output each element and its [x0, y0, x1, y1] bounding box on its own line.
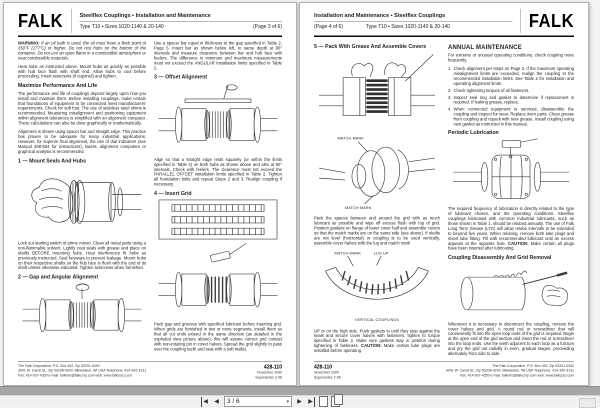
page3-title: Steelflex Couplings ▪ Installation and Maintenance — [80, 13, 282, 22]
para-heat-hubs: Heat hubs as instructed above. Mount hubs as quickly as possible with hub face flush with shaft end. Allow hubs to cool before proceeding. Insert setscrews (if required) and tighten. — [18, 63, 146, 79]
warning-text: If an oil bath is used, the oil must have a flash point of 350°F (177°C) or higher. Do not rest hubs on the bottom of the container. Do not use an open flame in a combustible atmosphere or near combustible materials. — [18, 41, 146, 61]
page4-doc-block — [314, 364, 341, 380]
vertical-couplings-label: VERTICAL COUPLINGS — [354, 318, 400, 323]
offset-alignment-illustration — [159, 83, 278, 153]
figure-vertical-couplings — [314, 249, 440, 325]
figure-pack-grease — [314, 52, 440, 128]
heading-disassembly: Coupling Disassembly And Grid Removal — [448, 254, 552, 261]
item-text: Check tightening torques of all fasteners. — [453, 87, 530, 93]
vertical-couplings-illustration — [319, 249, 435, 324]
gap-alignment-illustration — [23, 283, 142, 342]
page-navigation — [200, 396, 340, 407]
para-performance: The performance and life of couplings depend largely upon how you install and maintain them. Before installing couplings, make certain that foundations of equipment to be connected meet manufacturers' requirements. Check for soft foot. The use of stainless steel shims is recommended. Measuring misalignment and positioning equipment within alignment tolerances is simplified with an alignment computer. These calculations can also be done graphically or mathematically. — [18, 90, 146, 126]
match-mark-illustration — [319, 132, 435, 212]
grid-removal-illustration — [453, 263, 569, 317]
para-alignment: Alignment is shown using spacer bar and straight edge. This practice has proven to be adequate for many industrial applications. However, for superior final alignment, the use of dial indicators (see Manual 458-834 for instructions), lasers, alignment computers or graphical analysis is recommended. — [18, 129, 146, 154]
page4-header — [314, 9, 574, 37]
para-lubrication — [448, 207, 574, 252]
manual-page-4 — [299, 2, 589, 386]
para-disassembly: Whenever it is necessary to disconnect the coupling, remove the cover halves and grid. A round rod or screwdriver that will conveniently fit into the open loop ends of the grid is required. Begin at the open end of the grid section and insert the rod or screwdriver into the loop ends. Use the teeth adjacent to each loop as a fulcrum and pry the grid out radially in even, gradual stages, proceeding alternately from side to side. — [448, 321, 574, 357]
grid-exploded-view — [159, 199, 278, 239]
warning-paragraph — [18, 41, 146, 61]
address-line-3: Fax: 414-937-4359 e-mail: falkinfo@falkcorp.com web: www.falkcorp.com — [459, 373, 574, 378]
figure-mount-seals-hubs — [18, 166, 146, 237]
page4-column-2 — [448, 41, 574, 359]
heading-step2: 2 — Gap and Angular Alignment — [18, 274, 99, 281]
next-page-button[interactable] — [295, 397, 304, 407]
next-page-icon: ▶ — [297, 398, 302, 405]
list-item — [448, 88, 574, 93]
figure-grid-removal — [448, 263, 574, 318]
address-line-1: The Falk Corporation, P.O. Box 492, Zip 53201-0492 — [492, 364, 574, 368]
page4-title: Installation and Maintenance ▪ Steelflex Couplings — [314, 13, 512, 22]
address-line-2: 3001 W. Canal St., Zip 53208-4200, Milwaukee, WI USA Telephone: 414-342-3131 — [445, 369, 574, 373]
heading-annual-maintenance: ANNUAL MAINTENANCE — [448, 43, 522, 51]
figure-periodic-lubrication — [448, 138, 574, 203]
previous-page-icon: ◀ — [214, 398, 219, 405]
mount-hub-illustration — [23, 166, 142, 236]
item-number: 2. — [448, 87, 452, 93]
figure-offset-alignment — [154, 83, 282, 154]
manual-page-3 — [3, 2, 297, 386]
figure-grid-exploded — [154, 199, 282, 240]
item-text: Inspect seal ring and gasket to determine if replacement is required. If leaking grease, replace. — [453, 94, 574, 105]
chevron-down-icon[interactable]: ▾ — [286, 398, 289, 405]
viewport-bottom-edge — [0, 386, 600, 395]
caution-text: Make certain lube plugs are installed before operating. — [314, 343, 440, 354]
heading-step5: 5 — Pack With Grease And Assemble Covers — [314, 43, 427, 50]
lug-up-label: LUG UP — [373, 251, 389, 256]
item-number: 3. — [448, 94, 452, 100]
para-up-high-side — [314, 329, 440, 354]
heading-maximize: Maximize Performance And Life — [18, 82, 98, 89]
pack-grease-illustration — [319, 52, 435, 127]
page3-column-2 — [154, 41, 282, 359]
page3-type-line: Type T10 ▪ Sizes 1020-1140 & 20-140 — [79, 24, 164, 30]
page3-footer — [18, 361, 282, 380]
page3-page-label: (Page 3 of 6) — [253, 24, 282, 30]
first-page-icon: ◀ — [203, 398, 208, 405]
falk-logo: FALK — [18, 10, 64, 32]
lube-text: The required frequency of lubrication is directly related to the type of lubricant chosen, and the operating conditions. Steelflex couplings lubricated with common industrial lubricants, such as those shown in Table 1, should be relubed annually. The use of Falk Long Term Grease (LTG) will allow relube intervals to be extended to beyond five years. When relubing, remove both lube plugs and insert lube fitting. Fill with recommended lubricant until an excess appears at the opposite hole. — [448, 206, 574, 246]
page3-column-1 — [18, 41, 146, 359]
page4-type-line: Type T10 ▪ Sizes 1020-1140 & 20-140 — [365, 24, 451, 30]
page4-column-1 — [314, 41, 440, 359]
doc-date: November 2000 — [257, 371, 282, 375]
para-annual-intro: For extreme or unusual operating conditions, check coupling more frequently. — [448, 52, 574, 63]
para-lockout: Lock out starting switch of prime mover. Clean all metal parts using a non-flammable solvent. Lightly coat seals with grease and place on shafts BEFORE mounting hubs. Heat interference fit hubs as previously instructed. Seal keyways to prevent leakage. Mount hubs on their respective shafts so the hub face is flush with the end of its shaft unless otherwise indicated. Tighten setscrews when furnished. — [18, 240, 146, 271]
two-page-view-icon[interactable] — [331, 396, 340, 407]
para-align-straightedge: Align so that a straight edge rests squarely (or within the limits specified in Table 2) on both hubs as shown above and also at 90° intervals. Check with feelers. The clearance must not exceed the PARALLEL OFFSET installation limits specified in Table 2. Tighten all foundation bolts and repeat Steps 2 and 3. Realign coupling if necessary. — [154, 156, 282, 187]
page3-doc-block — [255, 364, 282, 380]
address-line-2: 3001 W. Canal St., Zip 53208-4200, Milwaukee, WI USA Telephone: 414-342-3131 — [18, 369, 147, 373]
item-number: 1. — [448, 65, 452, 71]
doc-number: 428-110 — [263, 364, 282, 370]
single-page-view-icon[interactable] — [319, 396, 328, 407]
list-item — [448, 95, 574, 105]
page4-page-label: (Page 4 of 6) — [314, 24, 343, 30]
last-page-icon: ▶ — [308, 398, 313, 405]
pager-toolbar — [0, 395, 600, 407]
caution-label: CAUTION: — [508, 240, 529, 246]
lubrication-illustration — [453, 138, 569, 202]
address-line-1: The Falk Corporation, P.O. Box 492, Zip 53201-0492 — [18, 364, 100, 368]
para-pack-spaces: Pack the spaces between and around the grid with as much lubricant as possible and wipe off excess flush with top of grid. Position gaskets on flange of lower cover half and assemble covers so that the match marks are on the same side (see above). If shafts are not level (horizontal) or coupling is to be used vertically, assemble cover halves with the lug and match mark — [314, 215, 440, 246]
warning-label: WARNING: — [18, 41, 40, 46]
previous-page-button[interactable] — [212, 397, 221, 407]
heading-step1: 1 — Mount Seals And Hubs — [18, 157, 87, 164]
doc-date: November 2000 — [314, 371, 339, 375]
page3-address — [18, 364, 146, 378]
address-line-3: Fax: 414-937-4359 e-mail: falkinfo@falkcorp.com web: www.falkcorp.com — [18, 373, 133, 378]
heading-step3: 3 — Offset Alignment — [154, 74, 208, 81]
page-indicator-input[interactable] — [224, 396, 292, 407]
caution-text: Make certain all plugs have been inserted after lubricating. — [448, 240, 574, 251]
item-text: When connected equipment is serviced, disassemble the coupling and inspect for wear. Replace worn parts. Clean grease from coupling and repack with new grease. Install coupling using new gasket as instructed in this manual. — [453, 106, 574, 127]
figure-gap-angular — [18, 283, 146, 343]
match-mark-label: MATCH MARK — [334, 251, 361, 256]
doc-supersedes: Supersedes 2-98 — [255, 375, 282, 380]
page4-footer — [314, 361, 574, 380]
figure-match-marks — [314, 132, 440, 213]
heading-periodic-lubrication: Periodic Lubrication — [448, 129, 499, 136]
up-text: UP or on the high side. Push gaskets in until they stop against the seals and secure cover halves with fasteners, tighten to torque specified in Table 2. Make sure gaskets stay in position during tightening of fasteners. — [314, 328, 440, 349]
list-item — [448, 66, 574, 86]
match-mark-top-label: MATCH MARK — [337, 136, 365, 141]
item-text: Check alignment per steps on Page 3. If the maximum operating misalignment limits are exceeded, realign the coupling to the recommended installation limits. See Table 2 for installation and operating alignment limits. — [453, 65, 574, 86]
first-page-button[interactable] — [200, 397, 209, 407]
caution-label: CAUTION: — [361, 343, 382, 349]
page4-address — [446, 364, 574, 378]
heading-step4: 4 — Insert Grid — [154, 190, 192, 197]
list-item — [448, 107, 574, 127]
doc-supersedes: Supersedes 2-98 — [314, 375, 341, 380]
para-pack-gap: Pack gap and grooves with specified lubricant before inserting grid. When grids are furnished in two or more segments, install them so that all cut ends extend in the same direction (as detailed in the exploded view picture above); this will assure correct grid contact with non-rotating pin in cover halves. Spread the grid slightly to pass over the coupling teeth and seat with a soft mallet. — [154, 321, 282, 352]
seat-grid-illustration — [159, 244, 278, 318]
para-spacer-bar: Use a spacer bar equal in thickness to the gap specified in Table 2, Page 5. Insert bar as shown below left, to same depth at 90° intervals and measure clearance between bar and hub face with feelers. The difference in minimum and maximum measurements must not exceed the ANGULAR installation limits specified in Table 2. — [154, 41, 282, 71]
doc-number: 428-110 — [314, 364, 333, 370]
falk-logo: FALK — [528, 10, 574, 32]
match-mark-bottom-label: MATCH MARK — [344, 206, 372, 211]
item-number: 4. — [448, 106, 452, 112]
page-indicator-value: 3 / 6 — [227, 398, 240, 405]
page3-header — [18, 9, 282, 37]
figure-seat-grid-mallet — [154, 244, 282, 319]
last-page-button[interactable] — [307, 397, 316, 407]
